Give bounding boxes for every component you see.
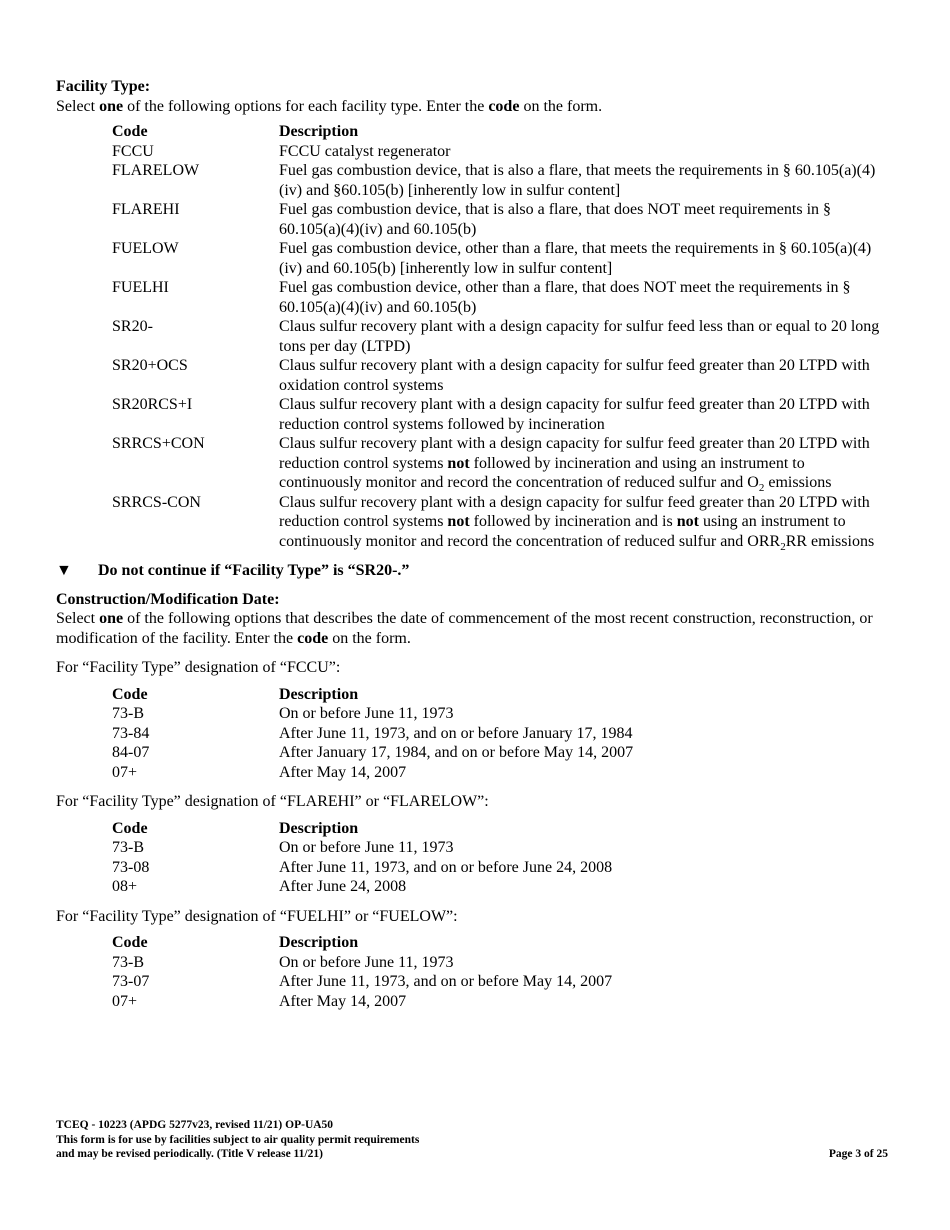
table-row xyxy=(112,877,888,897)
facility-description: Fuel gas combustion device, that is also a flare, that meets the requirements in § 60.105(a)(4)(iv) and §60.105(b) [inherently low in sulfur content] xyxy=(279,162,876,199)
table-row xyxy=(112,142,888,162)
date-code: 73-B xyxy=(112,705,144,722)
facility-description: FCCU catalyst regenerator xyxy=(279,142,451,160)
table-row xyxy=(112,278,888,317)
column-header-code: Code xyxy=(112,934,148,951)
date-description: After June 11, 1973, and on or before May 14, 2007 xyxy=(279,973,613,990)
facility-code: FLAREHI xyxy=(112,201,180,218)
column-header-description: Description xyxy=(279,685,359,703)
date-description: On or before June 11, 1973 xyxy=(279,839,454,856)
facility-description: Claus sulfur recovery plant with a design capacity for sulfur feed greater than 20 LTPD with reduction control systems not followed by incineration and is not using an instrument to continuously monitor and record the concentration of reduced sulfur and $ORR_2RR$ emissions xyxy=(279,493,875,553)
facility-type-intro: Select one of the following options for each facility type. Enter the code on the form. xyxy=(56,97,603,115)
date-description: On or before June 11, 1973 xyxy=(279,953,454,971)
table-row xyxy=(112,239,888,278)
table-row xyxy=(112,743,888,763)
date-description: After May 14, 2007 xyxy=(279,992,407,1010)
designation-label: For “Facility Type” designation of “FUELHI” or “FUELOW”: xyxy=(56,907,458,925)
facility-description: Claus sulfur recovery plant with a design capacity for sulfur feed greater than 20 LTPD with oxidation control systems xyxy=(279,357,870,394)
facility-code: SR20+OCS xyxy=(112,357,188,374)
facility-code: SRRCS+CON xyxy=(112,435,205,452)
down-triangle-icon: ▼ xyxy=(56,562,72,579)
designation-label: For “Facility Type” designation of “FCCU”: xyxy=(56,659,341,676)
date-description: After June 24, 2008 xyxy=(279,878,407,895)
facility-type-heading: Facility Type: xyxy=(56,78,151,95)
table-row xyxy=(112,200,888,239)
facility-code: FLARELOW xyxy=(112,162,200,179)
table-row xyxy=(112,356,888,395)
date-description: After June 11, 1973, and on or before January 17, 1984 xyxy=(279,724,633,742)
facility-description: Claus sulfur recovery plant with a design capacity for sulfur feed less than or equal to 20 long tons per day (LTPD) xyxy=(279,318,880,355)
table-row xyxy=(112,317,888,356)
facility-description: Fuel gas combustion device, other than a flare, that does NOT meet the requirements in § 60.105(a)(4)(iv) and 60.105(b) xyxy=(279,279,851,316)
column-header-description: Description xyxy=(279,819,359,837)
facility-description: Fuel gas combustion device, other than a flare, that meets the requirements in § 60.105(a)(4)(iv) and 60.105(b) [inherently low in sulfur content] xyxy=(279,240,872,277)
column-header-code: Code xyxy=(112,819,148,837)
date-code: 73-07 xyxy=(112,973,150,990)
footer-form-id: TCEQ - 10223 (APDG 5277v23, revised 11/21) OP-UA50 xyxy=(56,1119,334,1131)
facility-code: FUELHI xyxy=(112,279,169,296)
construction-date-table xyxy=(112,819,888,897)
table-row xyxy=(112,992,888,1012)
table-row xyxy=(112,724,888,744)
stop-warning-text: Do not continue if “Facility Type” is “SR20-.” xyxy=(98,562,410,579)
facility-code: FUELOW xyxy=(112,240,179,257)
date-code: 08+ xyxy=(112,878,138,895)
table-row xyxy=(112,838,888,858)
facility-code: FCCU xyxy=(112,142,154,160)
date-description: After June 11, 1973, and on or before June 24, 2008 xyxy=(279,858,613,876)
column-header-code: Code xyxy=(112,123,148,140)
column-header-code: Code xyxy=(112,685,148,703)
facility-code: SRRCS-CON xyxy=(112,493,201,511)
column-header-description: Description xyxy=(279,934,359,951)
construction-intro: Select one of the following options that describes the date of commencement of the most recent construction, reconstruction, or modification of the facility. Enter the code on the form. xyxy=(56,610,873,647)
page-number: Page 3 of 25 xyxy=(828,1148,888,1160)
date-description: After January 17, 1984, and on or before May 14, 2007 xyxy=(279,744,634,761)
construction-date-table xyxy=(112,685,888,783)
facility-description: Claus sulfur recovery plant with a design capacity for sulfur feed greater than 20 LTPD with reduction control systems not followed by incineration and using an instrument to continuously monitor and record the concentration of reduced sulfur and $O_2$ emissions xyxy=(279,435,870,495)
facility-code: SR20RCS+I xyxy=(112,396,193,413)
designation-label: For “Facility Type” designation of “FLAREHI” or “FLARELOW”: xyxy=(56,793,489,810)
table-row xyxy=(112,972,888,992)
facility-type-table xyxy=(112,122,888,551)
facility-description: Fuel gas combustion device, that is also a flare, that does NOT meet requirements in § 60.105(a)(4)(iv) and 60.105(b) xyxy=(279,201,832,238)
date-code: 07+ xyxy=(112,992,138,1010)
footer-usage-note: This form is for use by facilities subject to air quality permit requirements xyxy=(56,1133,420,1146)
date-code: 84-07 xyxy=(112,744,150,761)
table-row xyxy=(112,704,888,724)
date-code: 73-B xyxy=(112,839,144,856)
table-row xyxy=(112,493,888,552)
footer-revision-note: and may be revised periodically. (Title V release 11/21) xyxy=(56,1148,323,1160)
date-code: 07+ xyxy=(112,763,138,781)
table-row xyxy=(112,953,888,973)
stop-warning xyxy=(56,561,888,581)
table-row xyxy=(112,161,888,200)
date-code: 73-B xyxy=(112,953,144,971)
table-row xyxy=(112,858,888,878)
construction-date-table xyxy=(112,933,888,1011)
construction-heading: Construction/Modification Date: xyxy=(56,590,280,608)
date-description: After May 14, 2007 xyxy=(279,763,407,781)
date-code: 73-84 xyxy=(112,724,150,742)
page-footer xyxy=(56,1118,888,1162)
date-description: On or before June 11, 1973 xyxy=(279,705,454,722)
date-code: 73-08 xyxy=(112,858,150,876)
table-row xyxy=(112,763,888,783)
facility-code: SR20- xyxy=(112,318,153,335)
table-row xyxy=(112,395,888,434)
document-page xyxy=(56,77,888,1011)
facility-description: Claus sulfur recovery plant with a design capacity for sulfur feed greater than 20 LTPD with reduction control systems followed by incineration xyxy=(279,396,870,433)
table-row xyxy=(112,434,888,493)
column-header-description: Description xyxy=(279,123,359,140)
